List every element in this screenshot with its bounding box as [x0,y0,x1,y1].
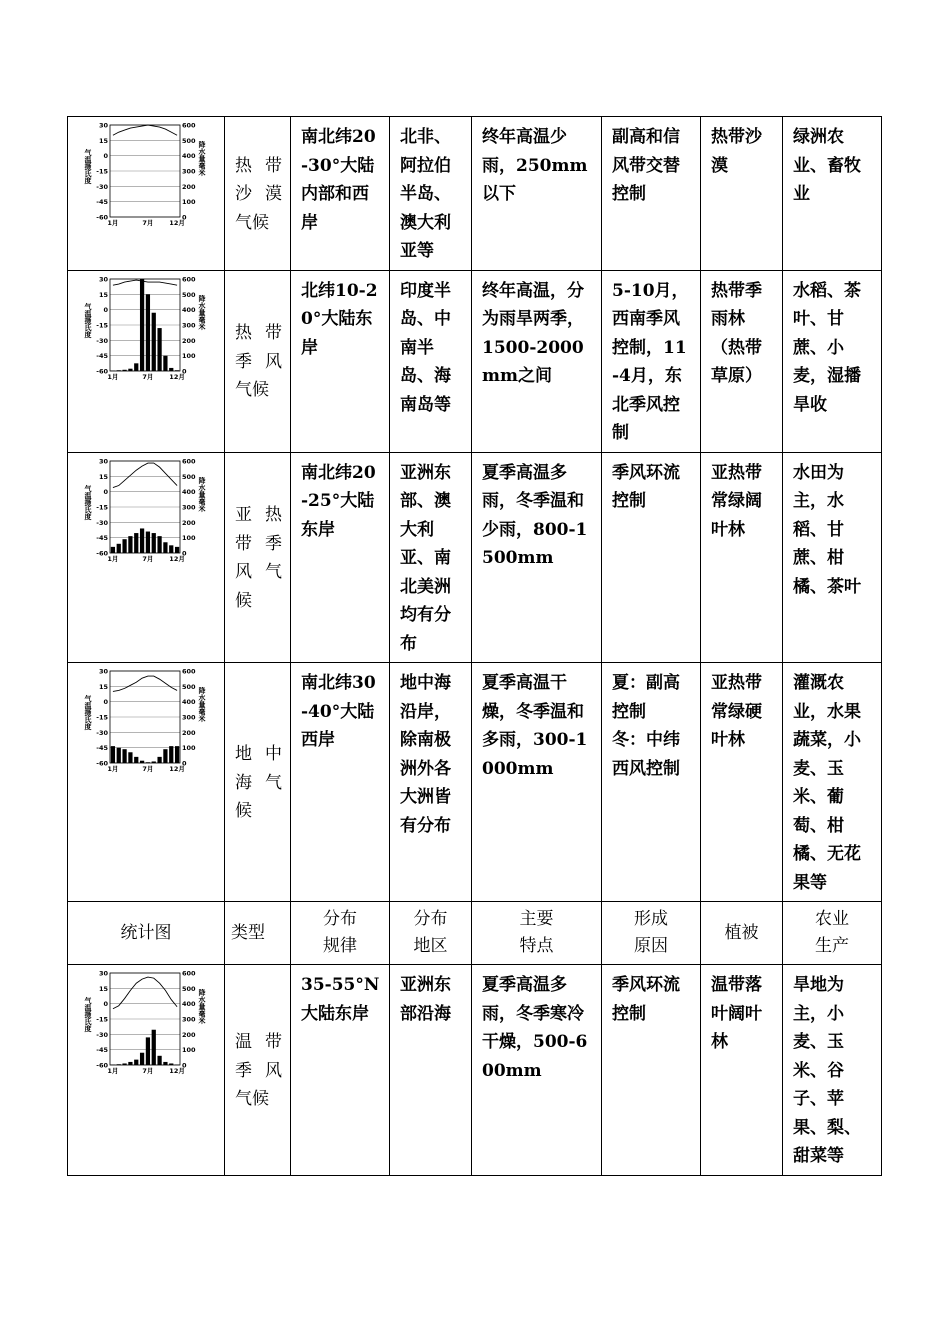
temp-tick-label: -45 [96,351,108,360]
formation-cause: 夏：副高控制 冬：中纬西风控制 [602,663,701,902]
precip-bar [134,533,138,553]
precip-tick-label: 200 [182,518,196,527]
month-tick-label: 1月 [107,554,119,563]
precip-bar [117,543,121,552]
temp-tick-label: -15 [96,1015,108,1024]
formation-cause: 副高和信风带交替控制 [602,117,701,271]
header-type: 类型 [225,902,291,965]
month-tick-label: 7月 [142,765,154,773]
precip-bar [122,1063,126,1065]
distribution-region: 亚洲东部、澳大利亚、南北美洲均有分布 [390,452,472,663]
formation-cause: 5-10月，西南季风控制，11-4月，东北季风控制 [602,270,701,452]
precip-tick-label: 0 [182,367,187,375]
temp-tick-label: 30 [98,275,108,283]
month-tick-label: 7月 [142,554,154,563]
precip-bar [175,370,179,371]
header-pattern: 分布 规律 [291,902,390,965]
precip-bar [157,536,161,553]
precip-tick-label: 200 [182,1030,196,1039]
precip-bar [175,546,179,552]
month-tick-label: 12月 [169,765,185,773]
precip-tick-label: 300 [182,713,196,722]
precip-bar [140,761,144,763]
agriculture: 水田为主，水稻、甘蔗、柑橘、茶叶 [783,452,882,663]
header-vegetation: 植被 [701,902,783,965]
precip-tick-label: 300 [182,321,196,329]
precip-tick-label: 400 [182,487,196,496]
temp-tick-label: -60 [96,759,108,768]
main-feature: 终年高温，分为雨旱两季，1500-2000mm之间 [472,270,602,452]
precip-tick-label: 100 [182,351,196,360]
precip-tick-label: 600 [182,667,196,676]
climate-chart [80,965,220,1080]
temp-tick-label: 15 [98,472,108,481]
precip-tick-label: 600 [182,121,196,130]
precip-tick-label: 100 [182,1046,196,1055]
agriculture: 水稻、茶叶、甘蔗、小麦，湿播旱收 [783,270,882,452]
table-header-row [68,902,882,965]
month-tick-label: 1月 [107,765,119,773]
temp-tick-label: -15 [96,713,108,722]
precip-tick-label: 500 [182,984,196,993]
temp-tick-label: 0 [103,487,108,496]
table-row [68,965,882,1176]
temp-tick-label: -45 [96,533,108,542]
precip-tick-label: 500 [182,136,196,145]
formation-cause: 季风环流控制 [602,452,701,663]
precip-tick-label: 100 [182,533,196,542]
month-tick-label: 7月 [142,372,154,381]
distribution-region: 亚洲东部沿海 [390,965,472,1176]
header-region: 分布 地区 [390,902,472,965]
precip-bar [169,545,173,553]
table-row [68,452,882,663]
main-feature: 夏季高温多雨，冬季寒冷干燥，500-600mm [472,965,602,1176]
chart-cell [68,117,225,271]
distribution-region: 北非、阿拉伯半岛、澳大利亚等 [390,117,472,271]
agriculture: 绿洲农业、畜牧业 [783,117,882,271]
temp-tick-label: -60 [96,1061,108,1070]
temp-axis-label: 气温摄氏度 [84,302,92,338]
month-tick-label: 7月 [142,1067,154,1075]
precip-tick-label: 100 [182,198,196,207]
precip-bar [146,762,150,763]
precip-tick-label: 0 [182,1061,187,1070]
temp-axis-label: 气温摄氏度 [84,695,92,730]
vegetation: 亚热带常绿阔叶林 [701,452,783,663]
temp-tick-label: -15 [96,503,108,511]
temp-tick-label: -30 [96,182,108,191]
temp-tick-label: 15 [98,290,108,299]
distribution-pattern: 35-55°N大陆东岸 [291,965,390,1176]
precip-bar [163,749,167,763]
precip-bar [169,1063,173,1065]
temp-tick-label: 30 [98,969,108,978]
precip-tick-label: 400 [182,698,196,707]
precip-tick-label: 600 [182,275,196,283]
precip-bar [146,1037,150,1065]
temp-tick-label: -30 [96,728,108,737]
table-row [68,270,882,452]
precip-bar [128,536,132,553]
temp-axis-label: 气温摄氏度 [84,997,92,1032]
formation-cause: 季风环流控制 [602,965,701,1176]
precip-bar [163,542,167,553]
temp-line [113,280,177,285]
precip-bar [128,752,132,763]
precip-bar [146,294,150,371]
precip-bar [140,279,144,371]
temp-tick-label: -15 [96,321,108,329]
vegetation: 亚热带常绿硬叶林 [701,663,783,902]
temp-tick-label: -45 [96,198,108,207]
precip-tick-label: 0 [182,759,187,768]
temp-tick-label: -30 [96,1030,108,1039]
chart-cell [68,965,225,1176]
precip-bar [122,539,126,553]
distribution-region: 印度半岛、中南半岛、海南岛等 [390,270,472,452]
precip-bar [152,761,156,763]
precip-bar [117,748,121,763]
temp-line [113,463,177,488]
month-tick-label: 12月 [169,554,185,563]
temp-line [113,676,177,691]
climate-type: 热带季风气候 [225,270,291,452]
precip-bar [111,746,115,763]
temp-tick-label: 0 [103,698,108,707]
main-feature: 夏季高温多雨，冬季温和少雨，800-1500mm [472,452,602,663]
climate-chart [80,453,220,568]
temp-tick-label: 15 [98,984,108,993]
agriculture: 旱地为主，小麦、玉米、谷子、苹果、梨、甜菜等 [783,965,882,1176]
month-tick-label: 12月 [169,372,185,381]
month-tick-label: 7月 [142,219,154,227]
precip-bar [152,1030,156,1065]
temp-line [113,125,177,135]
temp-tick-label: -30 [96,518,108,527]
precip-tick-label: 300 [182,1015,196,1024]
temp-tick-label: -45 [96,744,108,753]
precip-bar [134,1060,138,1065]
temp-tick-label: 0 [103,305,108,314]
distribution-pattern: 南北纬20-25°大陆东岸 [291,452,390,663]
precip-tick-label: 200 [182,728,196,737]
precip-bar [134,363,138,371]
precip-tick-label: 600 [182,457,196,465]
precip-bar [157,328,161,371]
climate-chart [80,117,220,232]
precip-tick-label: 500 [182,290,196,299]
precip-tick-label: 200 [182,182,196,191]
precip-tick-label: 400 [182,305,196,314]
distribution-region: 地中海沿岸，除南极洲外各大洲皆有分布 [390,663,472,902]
precip-bar [111,546,115,552]
temp-tick-label: -15 [96,167,108,176]
table-row [68,117,882,271]
precip-bar [117,370,121,371]
precip-bar [152,533,156,553]
temp-tick-label: -60 [96,213,108,222]
precip-tick-label: 300 [182,167,196,176]
precip-axis-label: 降水量毫米 [198,141,206,176]
precip-bar [140,528,144,553]
precip-tick-label: 400 [182,152,196,161]
vegetation: 热带沙漠 [701,117,783,271]
header-feature: 主要 特点 [472,902,602,965]
precip-bar [163,355,167,370]
precip-bar [163,1062,167,1065]
temp-tick-label: 0 [103,152,108,161]
precip-bar [157,1056,161,1065]
precip-bar [117,1064,121,1065]
precip-bar [146,531,150,552]
temp-axis-label: 气温摄氏度 [84,149,92,184]
distribution-pattern: 南北纬30-40°大陆西岸 [291,663,390,902]
climate-chart [80,271,220,386]
header-chart: 统计图 [68,902,225,965]
temp-tick-label: 15 [98,136,108,145]
month-tick-label: 1月 [107,1067,119,1075]
climate-table [67,116,882,1176]
precip-bar [157,757,161,763]
precip-bar [152,312,156,370]
vegetation: 热带季雨林（热带草原） [701,270,783,452]
climate-type: 热带沙漠气候 [225,117,291,271]
month-tick-label: 1月 [107,219,119,227]
precip-bar [140,1053,144,1065]
precip-bar [128,1062,132,1065]
header-cause: 形成 原因 [602,902,701,965]
precip-bar [128,368,132,370]
main-feature: 夏季高温干燥，冬季温和多雨，300-1000mm [472,663,602,902]
header-agriculture: 农业 生产 [783,902,882,965]
temp-tick-label: 30 [98,457,108,465]
precip-tick-label: 600 [182,969,196,978]
precip-tick-label: 500 [182,682,196,691]
precip-tick-label: 200 [182,336,196,345]
precip-axis-label: 降水量毫米 [198,294,206,330]
precip-bar [122,749,126,763]
temp-line [113,977,177,1009]
precip-tick-label: 0 [182,549,187,557]
temp-tick-label: -60 [96,367,108,375]
month-tick-label: 12月 [169,1067,185,1075]
vegetation: 温带落叶阔叶林 [701,965,783,1176]
table-row [68,663,882,902]
distribution-pattern: 南北纬20-30°大陆内部和西岸 [291,117,390,271]
climate-type: 地中海气候 [225,663,291,902]
agriculture: 灌溉农业，水果蔬菜，小麦、玉米、葡萄、柑橘、无花果等 [783,663,882,902]
temp-tick-label: 30 [98,667,108,676]
main-feature: 终年高温少雨，250mm以下 [472,117,602,271]
chart-cell [68,270,225,452]
temp-tick-label: 0 [103,1000,108,1009]
temp-tick-label: -60 [96,549,108,557]
precip-axis-label: 降水量毫米 [198,476,206,512]
climate-type: 亚热带季风气候 [225,452,291,663]
temp-tick-label: 30 [98,121,108,130]
precip-tick-label: 500 [182,472,196,481]
precip-tick-label: 400 [182,1000,196,1009]
month-tick-label: 1月 [107,372,119,381]
temp-tick-label: -45 [96,1046,108,1055]
temp-tick-label: 15 [98,682,108,691]
precip-axis-label: 降水量毫米 [198,687,206,722]
precip-bar [122,369,126,370]
temp-axis-label: 气温摄氏度 [84,484,92,520]
precip-tick-label: 300 [182,503,196,511]
precip-bar [169,746,173,763]
climate-type: 温带季风气候 [225,965,291,1176]
distribution-pattern: 北纬10-20°大陆东岸 [291,270,390,452]
chart-cell [68,663,225,902]
month-tick-label: 12月 [169,219,185,227]
precip-axis-label: 降水量毫米 [198,989,206,1024]
precip-bar [169,367,173,370]
precip-bar [134,757,138,763]
temp-tick-label: -30 [96,336,108,345]
climate-chart [80,663,220,778]
precip-tick-label: 0 [182,213,187,222]
precip-tick-label: 100 [182,744,196,753]
precip-bar [175,746,179,763]
chart-cell [68,452,225,663]
